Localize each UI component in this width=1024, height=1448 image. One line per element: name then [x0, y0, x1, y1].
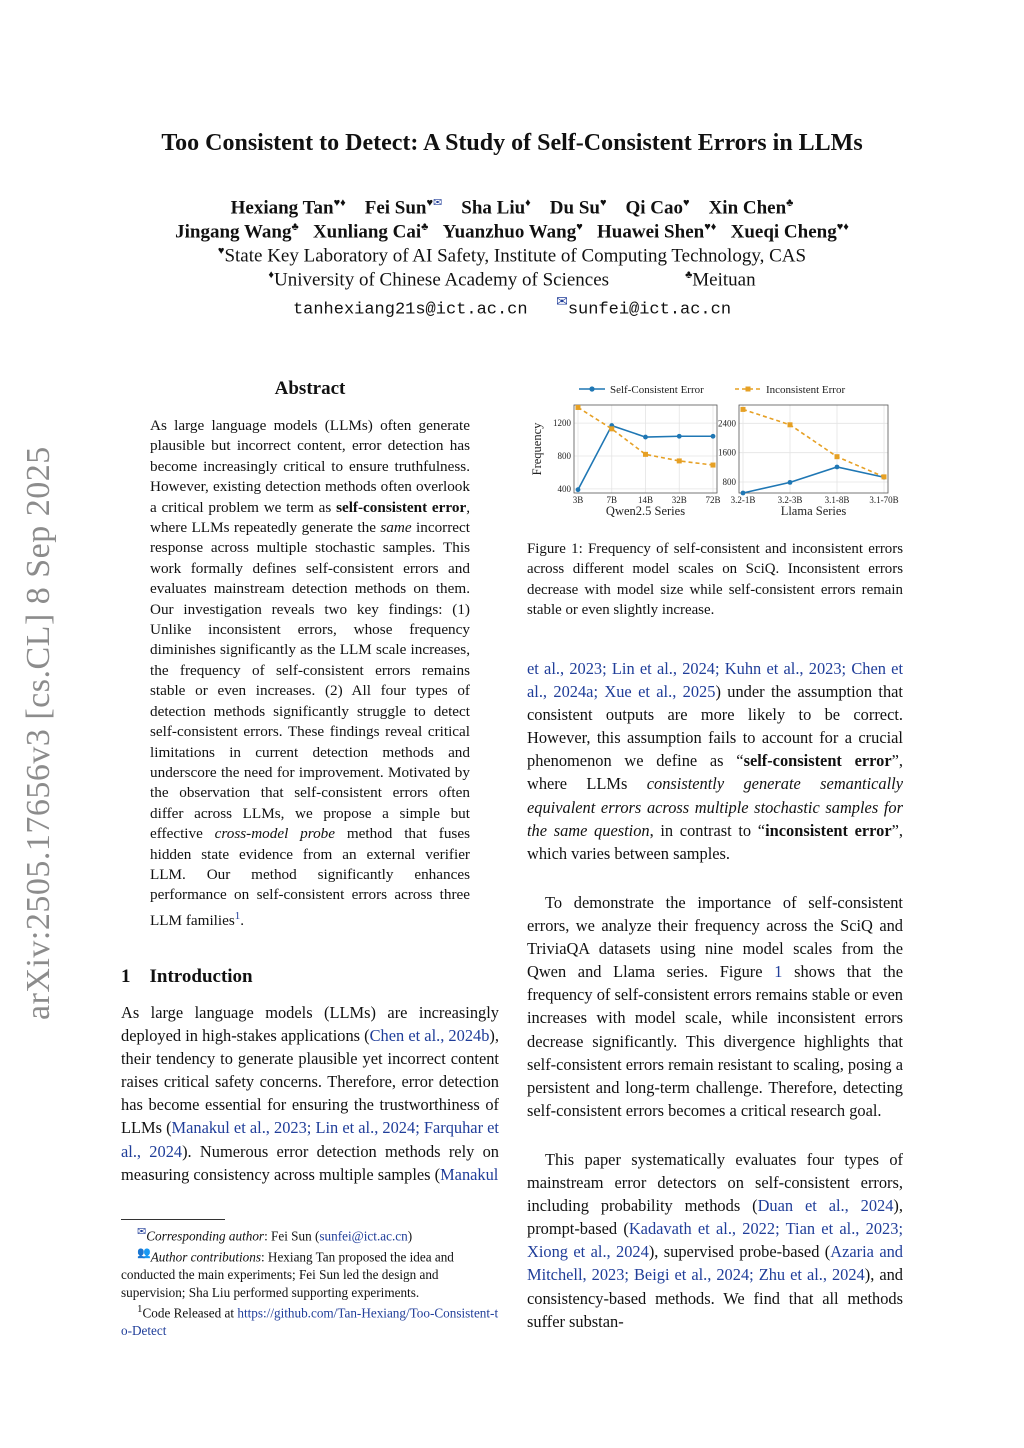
author: Jingang Wang	[175, 221, 292, 243]
figure-ref-link[interactable]: 1	[774, 962, 783, 982]
citation-link[interactable]: Kadavath et al., 2022	[628, 1219, 776, 1239]
citation-link[interactable]: Kuhn et al., 2023	[724, 659, 842, 678]
affiliation-line-2	[0, 269, 1024, 291]
plot-frame	[739, 405, 888, 493]
data-point	[835, 454, 840, 459]
author: Yuanzhuo Wang	[442, 221, 577, 243]
author: Du Su	[549, 197, 600, 219]
x-tick-label: 3.1-8B	[824, 495, 850, 505]
data-point	[576, 487, 581, 492]
citation-link[interactable]: Lin et al., 2024	[315, 1118, 416, 1138]
citation-link[interactable]: Xiong et al., 2024	[527, 1242, 649, 1262]
y-tick-label: 800	[557, 450, 571, 461]
author: Xueqi Cheng	[730, 221, 837, 243]
y-tick-label: 800	[722, 477, 736, 487]
x-tick-label: 32B	[671, 495, 687, 505]
email-1[interactable]: tanhexiang21s@ict.ac.cn	[292, 300, 528, 320]
author: Xunliang Cai	[312, 221, 422, 243]
footnote-rule	[121, 1219, 225, 1220]
legend-label: Inconsistent Error	[766, 384, 846, 396]
y-tick-label: 1200	[553, 418, 571, 429]
abstract-heading: Abstract	[274, 378, 346, 399]
footnote-email-link[interactable]: sunfei@ict.ac.cn	[319, 1228, 408, 1244]
author: Xin Chen	[708, 197, 787, 219]
legend-label: Self-Consistent Error	[610, 384, 704, 396]
x-tick-label: 3B	[572, 495, 584, 505]
author: Fei Sun	[364, 197, 427, 219]
citation-link[interactable]: Manakul et al., 2023	[171, 1118, 307, 1138]
y-tick-label: 400	[557, 483, 571, 494]
intro-paragraph-1-cont: et al., 2023; Lin et al., 2024; Kuhn et al., 2023; Chen et al., 2024a; Xue et al., 2025) under the assumption that consistent outputs are more likely to be correct. However, this assumption fails to account for a crucial phenomenon we define as “self-consistent error”, where LLMs consistently generate semantically equivalent errors across multiple stochastic samples for the same question, in contrast to “inconsistent error”, which varies between samples.	[527, 659, 904, 863]
y-tick-label: 2400	[718, 418, 736, 429]
envelope-icon: ✉	[433, 197, 443, 209]
y-tick-label: 1600	[718, 447, 736, 458]
intro-paragraph-2: To demonstrate the importance of self-consistent errors, we analyze their frequency across the SciQ and TriviaQA datasets using nine model scales from the Qwen and Llama series. Figure 1 shows that the frequency of self-consistent errors remains stable or even increases with model scale, while inconsistent errors decrease significantly. This divergence highlights that self-consistent errors remain resistant to scaling, posing a persistent and long-term challenge. Therefore, detecting self-consistent errors becomes a critical research goal.	[527, 893, 904, 1120]
citation-link[interactable]: Farquhar et al., 2024	[121, 1118, 499, 1161]
author: Qi Cao	[625, 197, 684, 219]
data-point	[643, 435, 648, 440]
x-axis-label: Llama Series	[780, 504, 847, 518]
email-line	[0, 294, 1024, 319]
author: Sha Liu	[461, 197, 526, 219]
intro-paragraph-1: As large language models (LLMs) are increasingly deployed in high-stakes applications (Chen et al., 2024b), their tendency to generate plausible yet incorrect content raises critical safety concerns. Therefore, error detection has become essential for ensuring the trustworthiness of LLMs (Manakul et al., 2023; Lin et al., 2024; Farquhar et al., 2024). Numerous error detection methods rely on measuring consistency across multiple samples (Manakul	[121, 1003, 499, 1184]
citation-link[interactable]: Azaria and Mitchell, 2023	[527, 1242, 903, 1285]
legend-marker	[746, 387, 751, 392]
affiliation-mark-icon: ♣	[685, 269, 693, 281]
citation-link[interactable]: Beigi et al., 2024	[633, 1265, 750, 1285]
footnotes: ✉Corresponding author: Fei Sun (sunfei@ict.ac.cn) 👥Author contributions: Hexiang Tan proposed the idea and conducted the main experiments; Fei Sun led the design and supervision; Sha Liu performed supporting experiments. $^1$Code Released at https://github.com/Tan-Hexiang/Too-Consistent-to-Detect	[121, 1226, 499, 1339]
series-line	[743, 409, 884, 476]
citation-link[interactable]: et al., 2023	[527, 659, 603, 678]
data-point	[741, 407, 746, 412]
author: Hexiang Tan	[230, 197, 334, 219]
citation-link[interactable]: Tian et al., 2023	[785, 1219, 899, 1239]
abstract-body: As large language models (LLMs) often generate plausible but incorrect content, error detection has become increasingly critical to ensure truthfulness. However, existing detection methods often overlook a critical problem we term as self-consistent error, where LLMs repeatedly generate the same incorrect response across multiple stochastic samples. This work formally defines self-consistent errors and evaluates mainstream detection methods on them. Our investigation reveals two key findings: (1) Unlike inconsistent errors, whose frequency diminishes significantly as the LLM scale increases, the frequency of self-consistent errors remains stable or even increases. (2) All four types of detection methods significantly struggle to detect self-consistent errors. These findings reveal critical limitations in current detection methods and underscore the need for improvement. Motivated by the observation that self-consistent errors often differ across LLMs, we propose a simple but effective cross-model probe method that fuses hidden state evidence from an external verifier LLM. Our method significantly enhances performance on self-consistent errors across three LLM families$^1$.	[150, 417, 470, 929]
data-point	[576, 405, 581, 410]
x-tick-label: 14B	[637, 495, 654, 505]
series-line	[743, 467, 884, 493]
data-point	[835, 465, 840, 470]
affiliation-2: University of Chinese Academy of Sciences	[274, 269, 610, 291]
x-axis-label: Qwen2.5 Series	[605, 504, 686, 518]
data-point	[788, 480, 793, 485]
x-tick-label: 3.1-70B	[869, 495, 899, 505]
email-2[interactable]: sunfei@ict.ac.cn	[567, 300, 732, 320]
author: Huawei Shen	[597, 221, 705, 243]
legend-marker	[589, 386, 594, 391]
data-point	[711, 434, 716, 439]
figure-1-caption: Figure 1: Frequency of self-consistent and inconsistent errors across different model scales on SciQ. Inconsistent errors decrease with model size while self-consistent errors remain stable or even slightly increase.	[527, 541, 903, 618]
citation-link[interactable]: Lin et al., 2024	[611, 659, 715, 678]
citation-link[interactable]: Manakul	[440, 1164, 499, 1184]
citation-link[interactable]: Xue et al., 2025	[604, 682, 716, 702]
data-point	[741, 491, 746, 496]
footnote-mark[interactable]: 1	[234, 909, 241, 922]
envelope-icon: ✉	[137, 1226, 147, 1238]
arxiv-stamp: arXiv:2505.17656v3 [cs.CL] 8 Sep 2025	[20, 446, 57, 1020]
envelope-icon: ✉	[556, 295, 568, 310]
data-point	[609, 426, 614, 431]
figure-1-chart	[527, 375, 903, 525]
code-repo-link[interactable]: https://github.com/Tan-Hexiang/Too-Consistent-to-Detect	[121, 1305, 499, 1339]
data-point	[882, 474, 887, 479]
data-point	[711, 463, 716, 468]
author-line-2: Jingang Wang♣ Xunliang Cai♣ Yuanzhuo Wang♥ Huawei Shen♥♦ Xueqi Cheng♥♦	[175, 221, 849, 243]
y-axis-label: Frequency	[530, 422, 544, 476]
affiliation-mark-icon: ♦	[268, 269, 274, 281]
section-heading: 1 Introduction	[121, 966, 253, 987]
intro-paragraph-3: This paper systematically evaluates four types of mainstream error detectors on self-consistent errors, including probability methods (Duan et al., 2024), prompt-based (Kadavath et al., 2022; Tian et al., 2023; Xiong et al., 2024), supervised probe-based (Azaria and Mitchell, 2023; Beigi et al., 2024; Zhu et al., 2024), and consistency-based methods. We find that all methods suffer substan-	[527, 1150, 904, 1331]
citation-link[interactable]: Zhu et al., 2024	[758, 1265, 865, 1285]
x-tick-label: 3.2-1B	[730, 495, 756, 505]
citation-link[interactable]: Chen et al., 2024a	[527, 659, 904, 702]
data-point	[788, 422, 793, 427]
data-point	[677, 458, 682, 463]
affiliation-mark-icon: ♥	[217, 245, 225, 257]
citation-link[interactable]: Duan et al., 2024	[757, 1196, 894, 1216]
x-tick-label: 3.2-3B	[777, 495, 803, 505]
affiliation-1: ♥State Key Laboratory of AI Safety, Institute of Computing Technology, CAS	[217, 245, 807, 267]
x-tick-label: 7B	[606, 495, 618, 505]
x-tick-label: 72B	[705, 495, 721, 505]
data-point	[643, 452, 648, 457]
paper-title: Too Consistent to Detect: A Study of Self-Consistent Errors in LLMs	[161, 130, 863, 156]
author-line-1: Hexiang Tan♥♦ Fei Sun♥✉ Sha Liu♦ Du Su♥ Qi Cao♥ Xin Chen♣	[230, 197, 794, 219]
people-icon: 👥	[137, 1246, 151, 1259]
data-point	[677, 434, 682, 439]
affiliation-3: Meituan	[692, 269, 756, 291]
citation-link[interactable]: Chen et al., 2024b	[369, 1026, 490, 1046]
